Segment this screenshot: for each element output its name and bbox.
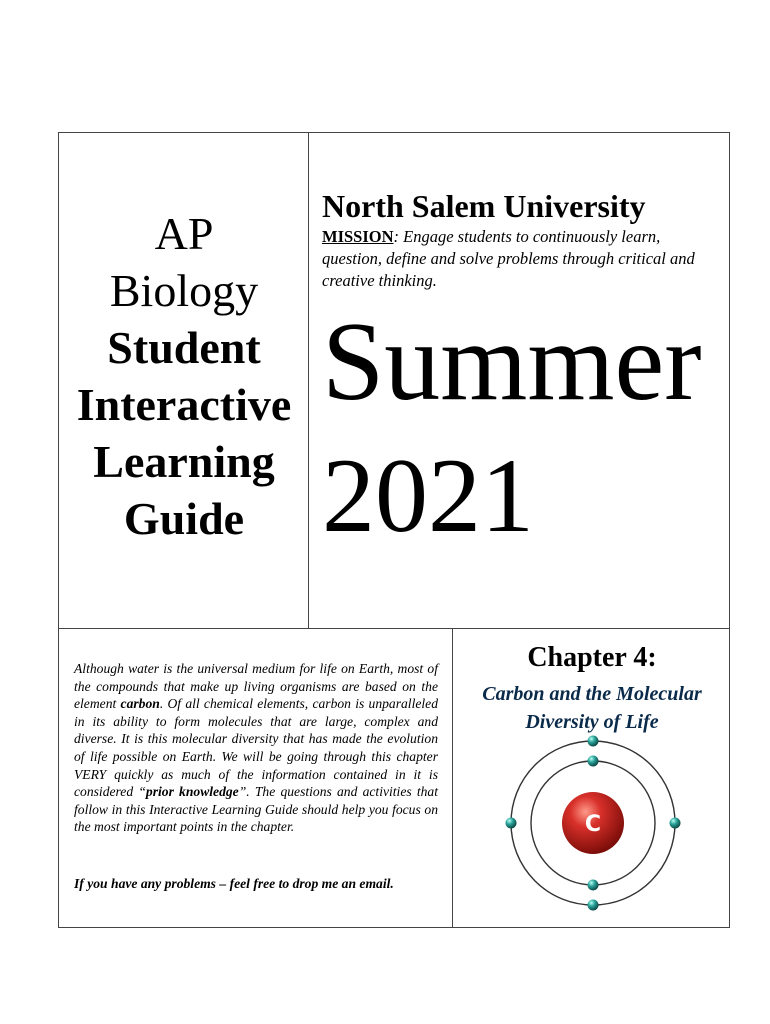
term-year: 2021: [322, 437, 534, 554]
electron: [588, 880, 599, 891]
chapter-title: Carbon and the Molecular Diversity of Life: [482, 683, 702, 733]
intro-carbon: carbon: [120, 696, 160, 712]
course-title-learning: Learning: [93, 436, 275, 487]
intro-part-2: . Of all chemical elements, carbon is unparalleled in its ability to form molecules that are large, complex and diverse. It is this molecular diversity that has made the evolution of life possible on Earth. We will be going through this chapter VERY quickly as much of the information contained in it is considered “: [74, 696, 439, 800]
term-season: Summer: [322, 300, 702, 424]
intro-prior-knowledge: prior knowledge: [145, 784, 239, 800]
electron: [588, 736, 599, 747]
mission-statement: [322, 226, 714, 292]
chapter-number: Chapter 4:: [527, 642, 657, 673]
electron: [670, 818, 681, 829]
chapter-divider: [452, 628, 453, 928]
electron: [506, 818, 517, 829]
course-title-guide: Guide: [123, 493, 245, 544]
mission-label: MISSION: [322, 227, 394, 246]
carbon-atom-icon: [500, 730, 686, 916]
university-name: North Salem University: [322, 188, 646, 224]
intro-part-3: ”. The questions and activities that follow in this Interactive Learning Guide should help you focus on the most important points in the chapter.: [74, 784, 438, 835]
course-title: [60, 205, 308, 547]
section-divider: [58, 628, 730, 629]
title-divider: [308, 132, 309, 628]
mission-text: : Engage students to continuously learn, question, define and solve problems through critical and creative thinking.: [322, 227, 695, 290]
course-title-interactive: Interactive: [76, 379, 292, 430]
electron: [588, 900, 599, 911]
contact-note: If you have any problems – feel free to drop me an email.: [74, 876, 394, 891]
intro-part-1: Although water is the universal medium for life on Earth, most of the compounds that make up living organisms are based on the element: [74, 661, 438, 712]
course-title-ap: AP: [154, 208, 214, 259]
course-title-student: Student: [107, 322, 261, 373]
nucleus-label: C: [584, 812, 602, 837]
intro-paragraph: [74, 660, 438, 836]
course-title-biology: Biology: [109, 265, 259, 316]
electron: [588, 756, 599, 767]
